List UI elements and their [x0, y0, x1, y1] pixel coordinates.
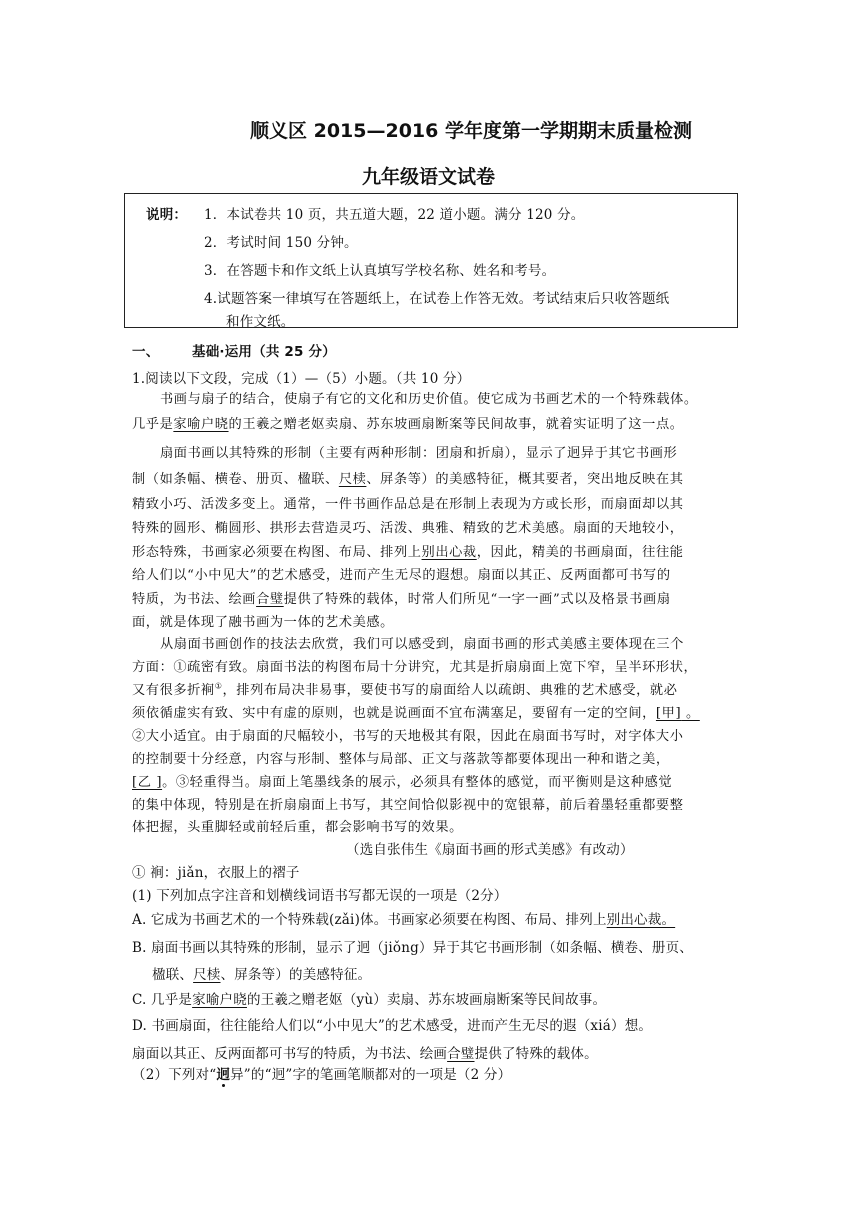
passage-line: 特殊的圆形、椭圆形、拱形去营造灵巧、活泼、典雅、精致的艺术美感。扇面的天地较小， — [132, 521, 684, 536]
blank-jia: [甲] — [655, 706, 682, 721]
passage-line — [132, 771, 672, 790]
text: 、屏条等）的美感特征。 — [220, 967, 372, 983]
question-intro: 1.阅读以下文段，完成（1）—（5）小题。（共 10 分） — [132, 371, 471, 387]
underlined-word: 合璧 — [256, 592, 284, 607]
passage-line — [132, 679, 678, 698]
passage-line — [132, 588, 671, 607]
option-c — [132, 988, 606, 1008]
text: ，因此，精美的书画扇面，往往能 — [476, 545, 684, 560]
passage-line: 方面：①疏密有致。扇面书法的构图布局十分讲究，尤其是折扇扇面上宽下窄，呈半环形状， — [132, 660, 698, 675]
section-title: 基础·运用（共 25 分） — [192, 344, 336, 360]
underlined-word: 尺椟 — [193, 967, 221, 983]
text: C. 几乎是 — [132, 992, 193, 1008]
option-b-cont — [152, 963, 371, 983]
question-stem-2 — [132, 1063, 511, 1083]
passage-source: （选自张伟生《扇面书画的形式美感》有改动） — [346, 842, 634, 858]
instruction-item: 1．本试卷共 10 页，共五道大题，22 道小题。满分 120 分。 — [204, 207, 585, 223]
text: 形态特殊，书画家必须要在构图、布局、排列上 — [132, 545, 422, 560]
passage-line: 从扇面书画创作的技法去欣赏，我们可以感受到，扇面书画的形式美感主要体现在三个 — [160, 637, 684, 652]
text: 、屏条等）的美感特征，概其要者，突出地反映在其 — [366, 472, 684, 487]
text: 特质，为书法、绘画 — [132, 592, 257, 607]
underlined-word: 合璧 — [447, 1046, 475, 1062]
option-d: D. 书画扇面，往往能给人们以“小中见大”的艺术感受，进而产生无尽的遐（xiá）想。 — [132, 1018, 653, 1034]
passage-line: 面，就是体现了融书画为一体的艺术美感。 — [132, 615, 394, 630]
underlined-word: 家喻户晓 — [173, 417, 229, 432]
instruction-item: 2．考试时间 150 分钟。 — [204, 235, 358, 251]
text: ，排列布局决非易事，要使书写的扇面给人以疏朗、典雅的艺术感受，就必 — [222, 683, 678, 698]
text: A. 它成为书画艺术的一个特殊载(zǎi)体。书画家必须要在构图、布局、排列上 — [132, 912, 607, 928]
instructions-label: 说明： — [146, 207, 188, 223]
underlined-word: 尺椟 — [338, 472, 367, 487]
underlined-word: 家喻户晓 — [192, 992, 247, 1008]
passage-line: 扇面书画以其特殊的形制（主要有两种形制：团扇和折扇），显示了迥异于其它书画形 — [160, 446, 678, 461]
instruction-item: 和作文纸。 — [226, 314, 295, 330]
text: 提供了特殊的载体，时常人们所见“一字一画”式以及格景书画扇 — [283, 592, 671, 607]
footnote-mark: ① — [214, 681, 223, 691]
text: 制（如条幅、横卷、册页、楹联、 — [132, 472, 339, 487]
text: （2）下列对“ — [132, 1067, 217, 1083]
text: 须依循虚实有致、实中有虚的原则，也就是说画面不宜布满塞足，要留有一定的空间， — [132, 706, 656, 721]
text: 。 — [681, 706, 700, 721]
option-a — [132, 908, 675, 928]
text: 的王羲之赠老妪卖扇、苏东坡画扇断案等民间故事，就着实证明了这一点。 — [228, 417, 684, 432]
question-stem: (1) 下列加点字注音和划横线词语书写都无误的一项是（2分） — [132, 888, 508, 904]
passage-line: ②大小适宜。由于扇面的尺幅较小，书写的天地极其有限，因此在扇面书写时，对字体大小 — [132, 729, 684, 744]
text: 的王羲之赠老妪（yù）卖扇、苏东坡画扇断案等民间故事。 — [246, 992, 607, 1008]
passage-line: 体把握，头重脚轻或前轻后重，都会影响书写的效果。 — [132, 820, 463, 835]
passage-line — [132, 413, 684, 432]
option-b: B. 扇面书画以其特殊的形制，显示了迥（jiǒng）异于其它书画形制（如条幅、横卷、册页、 — [132, 940, 693, 956]
passage-line: 精致小巧、活泼多变上。通常，一件书画作品总是在形制上表现为方或长形，而扇面却以其 — [132, 497, 684, 512]
text: 。③轻重得当。扇面上笔墨线条的展示，必须具有整体的感觉，而平衡则是这种感觉 — [162, 775, 673, 790]
text: 异”的“迥”字的笔画笔顺都对的一项是（2 分） — [230, 1067, 512, 1083]
passage-line: 书画与扇子的结合，使扇子有它的文化和历史价值。使它成为书画艺术的一个特殊载体。 — [160, 392, 698, 407]
passage-line — [132, 702, 700, 721]
passage-line — [132, 541, 684, 560]
section-number: 一、 — [132, 344, 160, 360]
passage-line: 的集中体现，特别是在折扇扇面上书写，其空间恰似影视中的宽银幕，前后着墨轻重都要整 — [132, 798, 684, 813]
exam-subtitle: 九年级语文试卷 — [362, 166, 496, 188]
blank-yi: [乙 ] — [132, 775, 163, 790]
dotted-char: 迥 — [216, 1067, 231, 1083]
instruction-item: 3．在答题卡和作文纸上认真填写学校名称、姓名和考号。 — [204, 263, 556, 279]
text: 扇面以其正、反两面都可书写的特质，为书法、绘画 — [132, 1046, 448, 1062]
instruction-item: 4.试题答案一律填写在答题纸上，在试卷上作答无效。考试结束后只收答题纸 — [204, 291, 670, 307]
passage-line: 给人们以“小中见大”的艺术感受，进而产生无尽的遐想。扇面以其正、反两面都可书写的 — [132, 568, 671, 583]
underlined-word: 别出心裁 — [421, 545, 477, 560]
text: 提供了特殊的载体。 — [474, 1046, 598, 1062]
option-d-cont — [132, 1042, 598, 1062]
exam-title: 顺义区 2015—2016 学年度第一学期期末质量检测 — [250, 120, 692, 142]
footnote: ① 裥：jiǎn，衣服上的褶子 — [132, 865, 300, 881]
text: 几乎是 — [132, 417, 174, 432]
passage-line — [132, 468, 684, 487]
text: 楹联、 — [152, 967, 194, 983]
text: 又有很多折裥 — [132, 683, 215, 698]
underlined-word: 别出心裁。 — [606, 912, 676, 928]
passage-line: 的控制要十分经意，内容与形制、整体与局部、正文与落款等都要体现出一种和谐之美， — [132, 752, 670, 767]
